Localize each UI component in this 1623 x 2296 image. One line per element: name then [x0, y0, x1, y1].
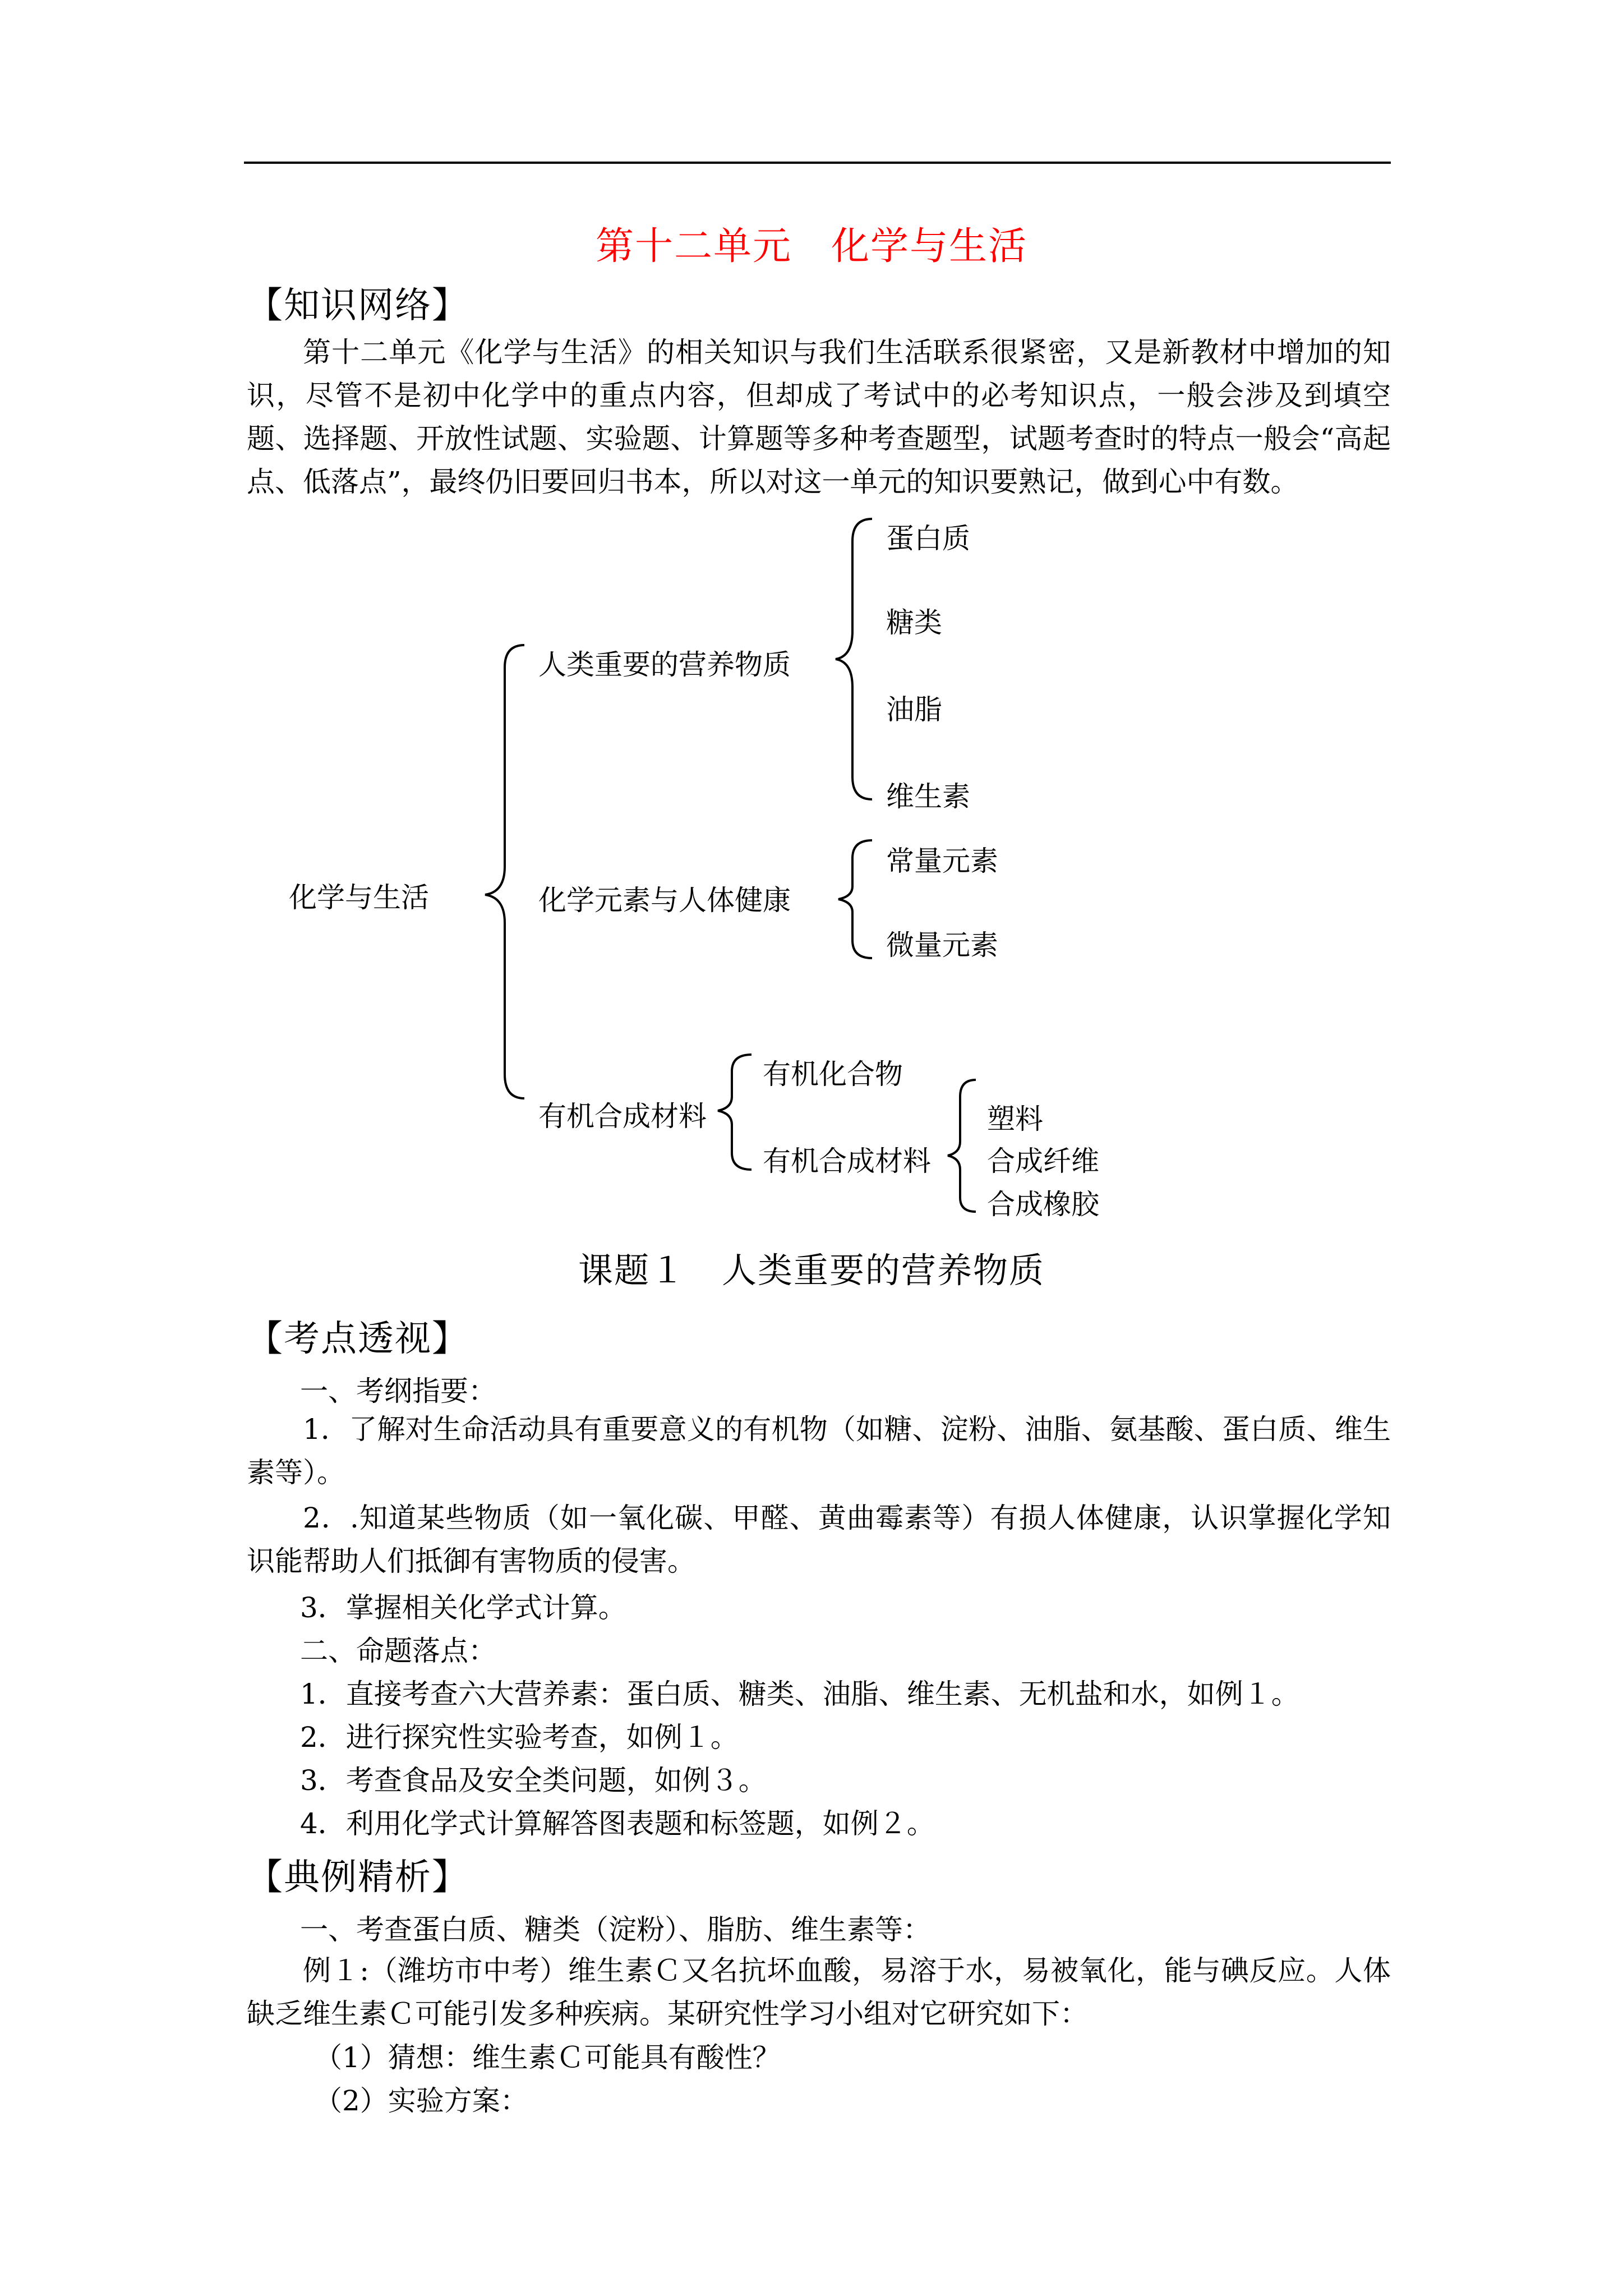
focus-item-4: 4．利用化学式计算解答图表题和标签题，如例２。	[300, 1807, 935, 1840]
outline-heading: 一、考纲指要：	[300, 1375, 496, 1407]
example-1-step-2: （2）实验方案：	[314, 2085, 528, 2117]
tree-leaf-synthetic-rubber: 合成橡胶	[987, 1188, 1099, 1221]
lesson-title: 课题１ 人类重要的营养物质	[578, 1250, 1045, 1291]
tree-leaf-synthetic-fiber: 合成纤维	[987, 1145, 1099, 1177]
brace-materials	[718, 1055, 751, 1170]
tree-leaf-plastic: 塑料	[987, 1103, 1043, 1135]
example-1-text: 例１:（潍坊市中考）维生素Ｃ又名抗坏血酸，易溶于水，易被氧化，能与碘反应。人体缺乏维生素Ｃ可能引发多种疾病。某研究性学习小组对它研究如下：	[247, 1954, 1391, 2030]
focus-item-1: 1．直接考查六大营养素：蛋白质、糖类、油脂、维生素、无机盐和水，如例１。	[300, 1678, 1299, 1710]
tree-leaf-synthetic-material: 有机合成材料	[763, 1145, 931, 1177]
example-1-step-1: （1）猜想：维生素Ｃ可能具有酸性？	[314, 2041, 781, 2074]
knowledge-network-intro: 第十二单元《化学与生活》的相关知识与我们生活联系很紧密，又是新教材中增加的知识，尽管不是初中化学中的重点内容，但却成了考试中的必考知识点，一般会涉及到填空题、选择题、开放性试题、实验题、计算题等多种考查题型，试题考查时的特点一般会“高起点、低落点”，最终仍旧要回归书本，所以对这一单元的知识要熟记，做到心中有数。	[247, 336, 1391, 498]
outline-item-1: 1．了解对生命活动具有重要意义的有机物（如糖、淀粉、油脂、氨基酸、蛋白质、维生素等）。	[247, 1413, 1391, 1489]
focus-item-3: 3．考查食品及安全类问题，如例３。	[300, 1764, 767, 1797]
tree-leaf-organic-compound: 有机化合物	[763, 1058, 903, 1091]
example-category: 一、考查蛋白质、糖类（淀粉）、脂肪、维生素等：	[300, 1913, 931, 1946]
outline-item-2: 2．.知道某些物质（如一氧化碳、甲醛、黄曲霉素等）有损人体健康，认识掌握化学知识能帮助人们抵御有害物质的侵害。	[247, 1502, 1391, 1577]
focus-heading: 二、命题落点：	[300, 1635, 496, 1667]
examples-heading: 【典例精析】	[247, 1857, 469, 1898]
outline-item-3: 3．掌握相关化学式计算。	[300, 1591, 626, 1624]
tree-root: 化学与生活	[289, 881, 429, 914]
tree-leaf-sugar: 糖类	[886, 606, 942, 639]
knowledge-network-heading: 【知识网络】	[247, 285, 469, 326]
unit-title: 第十二单元 化学与生活	[595, 224, 1027, 269]
tree-leaf-macro-elements: 常量元素	[886, 845, 998, 877]
tree-leaf-vitamin: 维生素	[886, 780, 970, 813]
focus-item-2: 2．进行探究性实验考查，如例１。	[300, 1721, 739, 1754]
tree-leaf-protein: 蛋白质	[886, 522, 970, 555]
exam-points-heading: 【考点透视】	[247, 1318, 469, 1360]
tree-branch-materials: 有机合成材料	[538, 1100, 707, 1133]
brace-synthetic	[948, 1080, 976, 1212]
tree-branch-nutrition: 人类重要的营养物质	[538, 648, 791, 681]
tree-leaf-fat: 油脂	[886, 693, 942, 726]
tree-branch-elements: 化学元素与人体健康	[538, 884, 791, 917]
brace-nutrition	[836, 519, 872, 799]
brace-elements	[838, 840, 872, 958]
tree-leaf-trace-elements: 微量元素	[886, 929, 998, 961]
header-rule	[244, 162, 1391, 164]
brace-main	[485, 645, 524, 1098]
